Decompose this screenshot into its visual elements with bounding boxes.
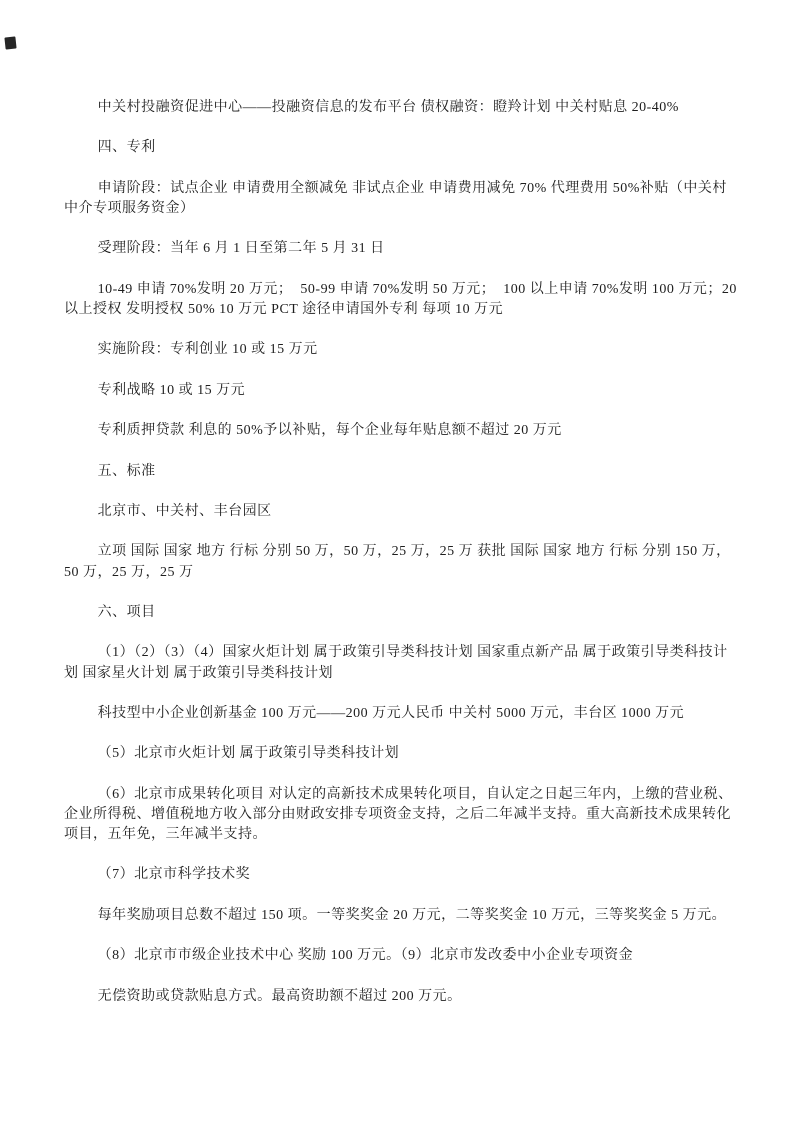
- paragraph-beijing-science-award: （7）北京市科学技术奖: [97, 867, 251, 883]
- paragraph-patent-pledge-loan: 专利质押贷款 利息的 50%予以补贴，每个企业每年贴息额不超过 20 万元: [97, 423, 562, 439]
- paragraph-acceptance-stage: 受理阶段：当年 6 月 1 日至第二年 5 月 31 日: [97, 241, 385, 257]
- heading-section-4-patent: 四、专利: [97, 140, 156, 156]
- paragraph-standard-subsidies: 立项 国际 国家 地方 行标 分别 50 万，50 万，25 万，25 万 获批 国际 国家 地方 行标 分别 150 万，50 万，25 万，25 万: [64, 544, 731, 580]
- paragraph-enterprise-tech-center: （8）北京市市级企业技术中心 奖励 100 万元。（9）北京市发改委中小企业专项资金: [97, 948, 634, 964]
- corner-ink-mark: [4, 36, 16, 49]
- paragraph-patent-strategy: 专利战略 10 或 15 万元: [97, 382, 246, 398]
- paragraph-national-torch-plan: （1）（2）（3）（4）国家火炬计划 属于政策引导类科技计划 国家重点新产品 属于政策引导类科技计划 国家星火计划 属于政策引导类科技计划: [64, 645, 728, 681]
- paragraph-beijing-torch-plan: （5）北京市火炬计划 属于政策引导类科技计划: [97, 746, 400, 762]
- paragraph-patent-subsidy-tiers: 10-49 申请 70%发明 20 万元； 50-99 申请 70%发明 50 万元； 100 以上申请 70%发明 100 万元；20 以上授权 发明授权 50% 10 万元 PCT 途径申请国外专利 每项 10 万元: [64, 281, 741, 317]
- heading-section-5-standard: 五、标准: [97, 463, 156, 479]
- paragraph-achievement-transformation: （6）北京市成果转化项目 对认定的高新技术成果转化项目，自认定之日起三年内，上缴的营业税、企业所得税、增值税地方收入部分由财政安排专项资金支持，之后二年减半支持。重大高新技术成果转化项目，五年免，三年减半支持。: [64, 786, 733, 843]
- paragraph-application-stage: 申请阶段：试点企业 申请费用全额减免 非试点企业 申请费用减免 70% 代理费用 50%补贴（中关村中介专项服务资金）: [64, 180, 727, 216]
- paragraph-standard-regions: 北京市、中关村、丰台园区: [97, 503, 272, 519]
- paragraph-financing-platform: 中关村投融资促进中心——投融资信息的发布平台 债权融资：瞪羚计划 中关村贴息 20-40%: [97, 100, 679, 115]
- paragraph-award-amounts: 每年奖励项目总数不超过 150 项。一等奖奖金 20 万元，二等奖奖金 10 万元，三等奖奖金 5 万元。: [97, 907, 727, 923]
- paragraph-implementation-stage: 实施阶段：专利创业 10 或 15 万元: [97, 342, 318, 358]
- paragraph-funding-method: 无偿资助或贷款贴息方式。最高资助额不超过 200 万元。: [97, 988, 462, 1004]
- heading-section-6-project: 六、项目: [97, 604, 156, 620]
- paragraph-sme-innovation-fund: 科技型中小企业创新基金 100 万元——200 万元人民币 中关村 5000 万元，丰台区 1000 万元: [97, 705, 685, 721]
